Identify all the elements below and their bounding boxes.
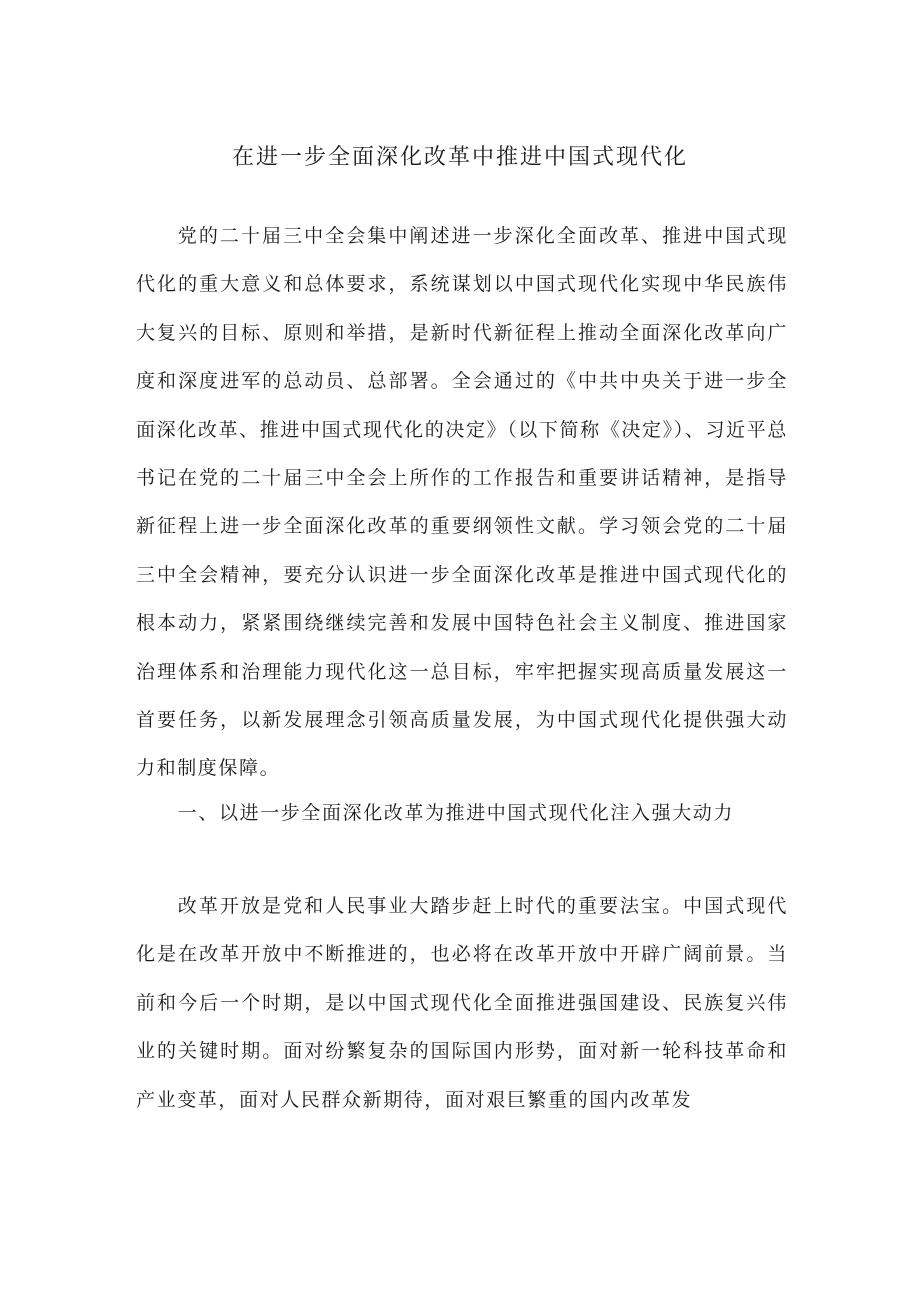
document-title: 在进一步全面深化改革中推进中国式现代化	[231, 145, 688, 170]
section-heading-1: 一、以进一步全面深化改革为推进中国式现代化注入强大动力	[177, 802, 734, 824]
paragraph-intro: 党的二十届三中全会集中阐述进一步深化全面改革、推进中国式现代化的重大意义和总体要求，系统谋划以中国式现代化实现中华民族伟大复兴的目标、原则和举措，是新时代新征程上推动全面深化改革向广度和深度进军的总动员、总部署。全会通过的《中共中央关于进一步全面深化改革、推进中国式现代化的决定》（以下简称《决定》）、习近平总书记在党的二十届三中全会上所作的工作报告和重要讲话精神，是指导新征程上进一步全面深化改革的重要纲领性文献。学习领会党的二十届三中全会精神，要充分认识进一步全面深化改革是推进中国式现代化的根本动力，紧紧围绕继续完善和发展中国特色社会主义制度、推进国家治理体系和治理能力现代化这一总目标，牢牢把握实现高质量发展这一首要任务，以新发展理念引领高质量发展，为中国式现代化提供强大动力和制度保障。	[136, 225, 788, 780]
paragraph-section-1: 改革开放是党和人民事业大踏步赶上时代的重要法宝。中国式现代化是在改革开放中不断推进的，也必将在改革开放中开辟广阔前景。当前和今后一个时期，是以中国式现代化全面推进强国建设、民族复兴伟业的关键时期。面对纷繁复杂的国际国内形势，面对新一轮科技革命和产业变革，面对人民群众新期待，面对艰巨繁重的国内改革发	[136, 895, 788, 1111]
